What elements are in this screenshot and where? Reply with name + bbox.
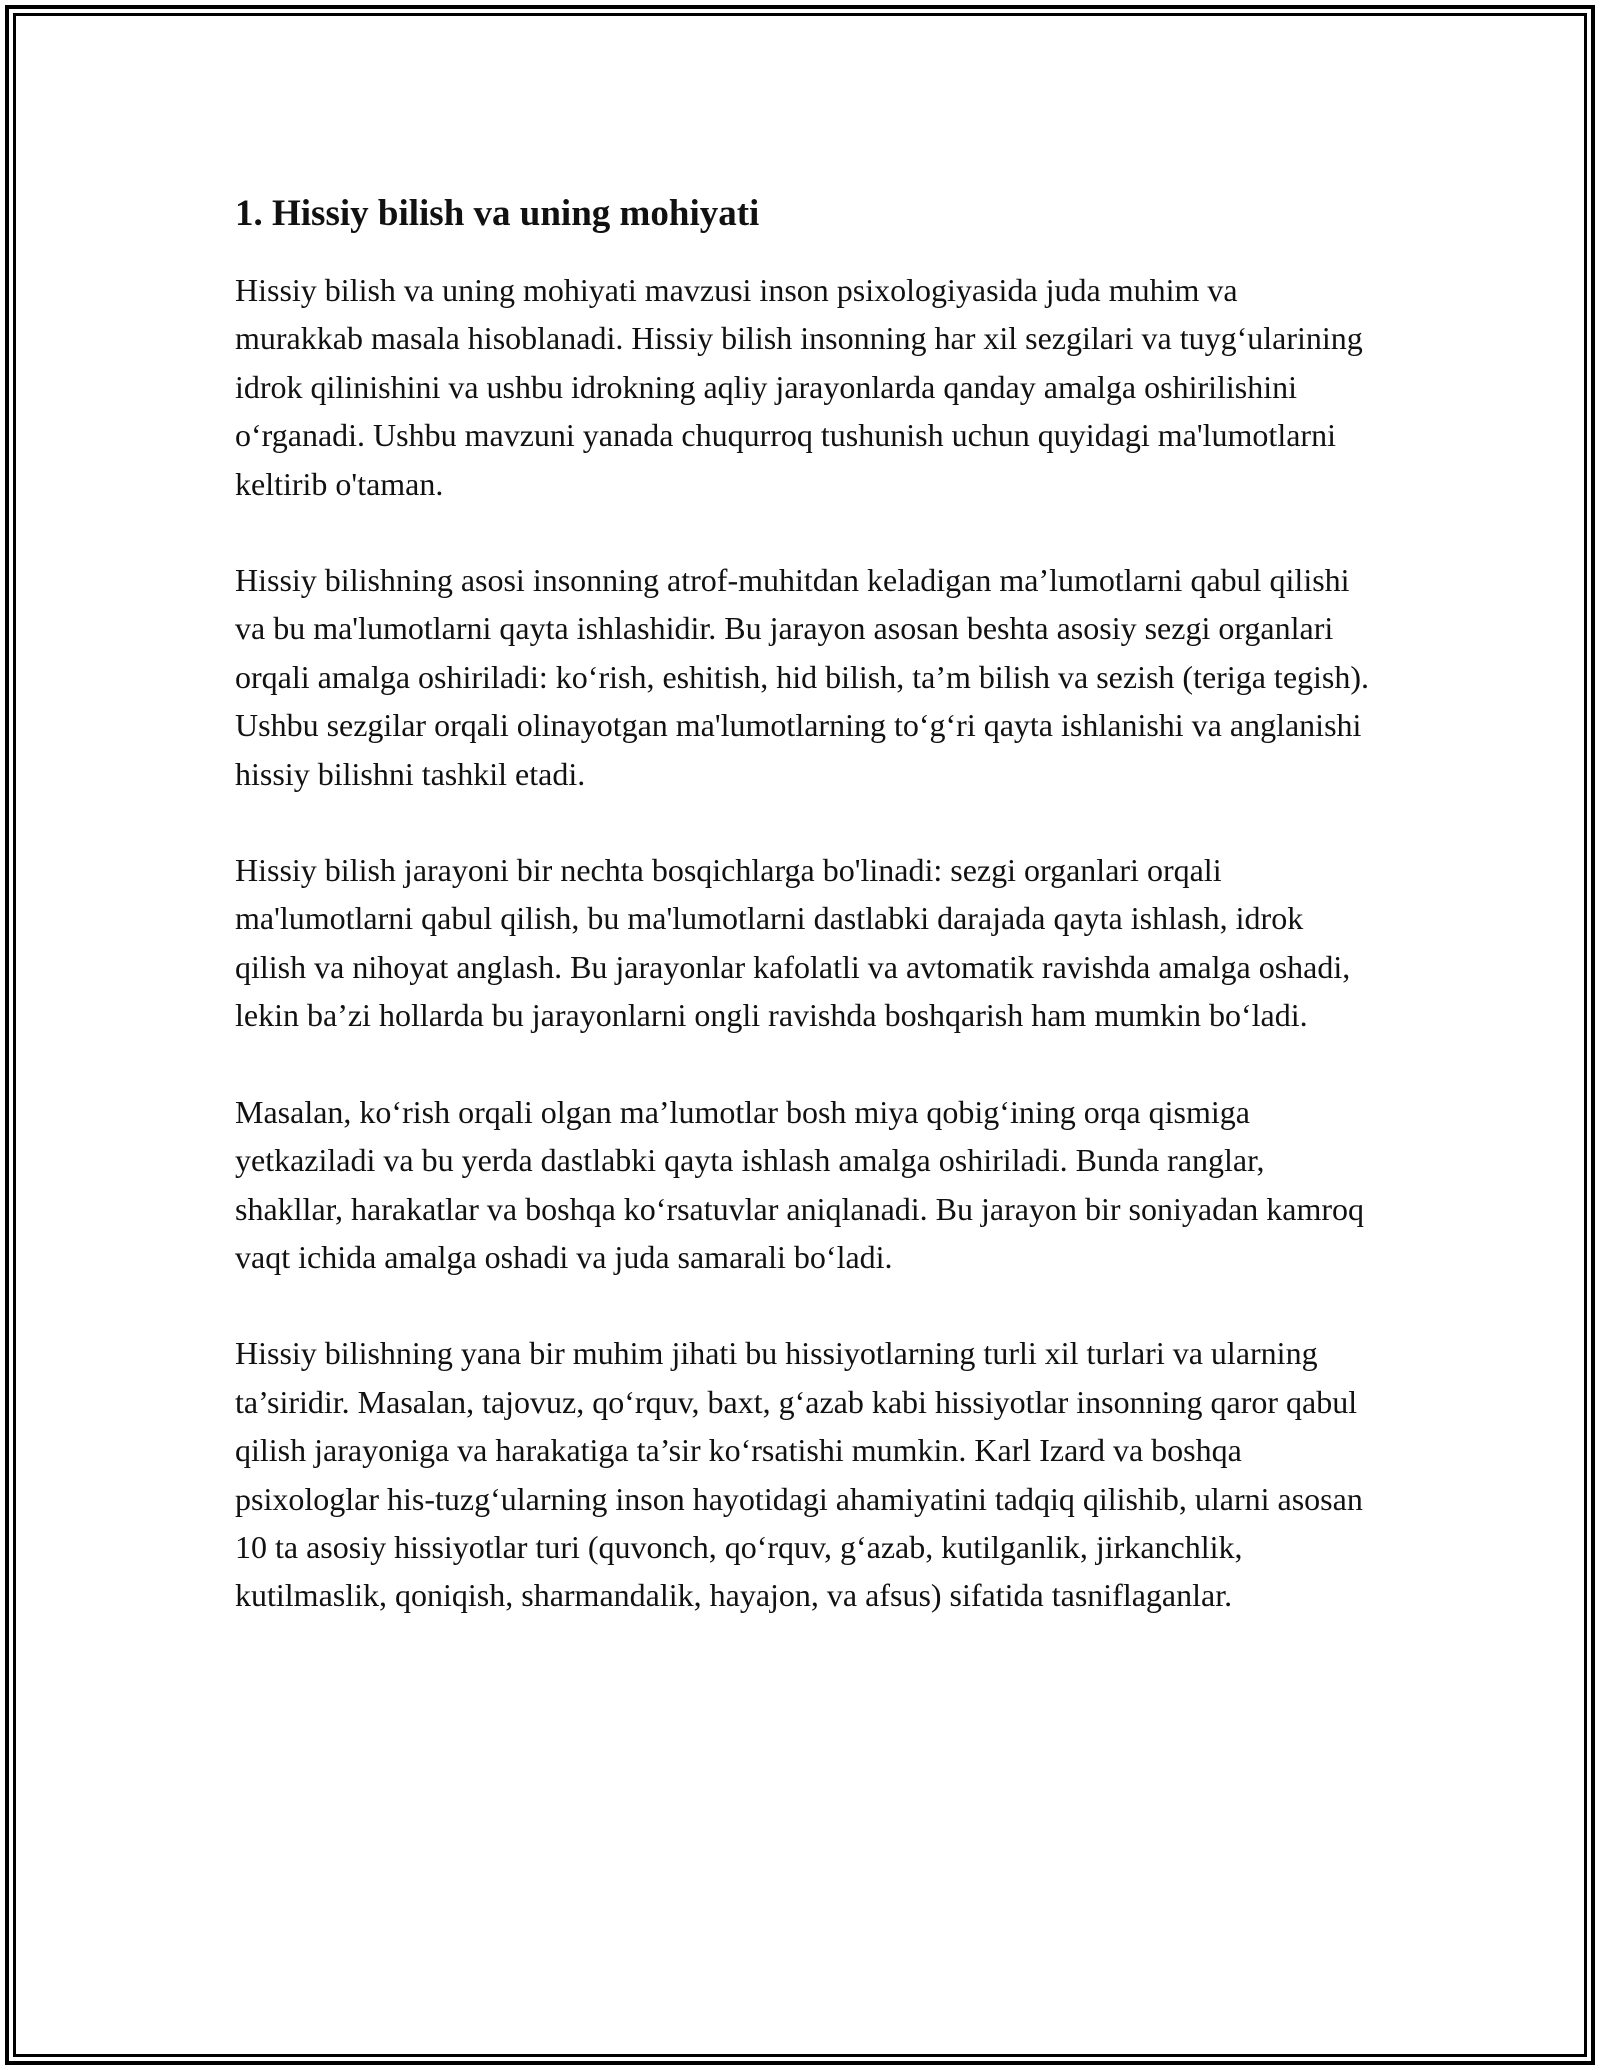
paragraph: Hissiy bilish jarayoni bir nechta bosqichlarga bo'linadi: sezgi organlari orqali ma'lumotlarni qabul qilish, bu ma'lumotlarni dastlabki darajada qayta ishlash, idrok qilish va nihoyat anglash. Bu jarayonlar kafolatli va avtomatik ravishda amalga oshadi, lekin ba’zi hollarda bu jarayonlarni ongli ravishda boshqarish ham mumkin bo‘ladi.	[235, 852, 1351, 1034]
document-title: 1. Hissiy bilish va uning mohiyati	[235, 193, 760, 234]
paragraph: Hissiy bilish va uning mohiyati mavzusi inson psixologiyasida juda muhim va murakkab masala hisoblanadi. Hissiy bilish insonning har xil sezgilari va tuyg‘ularining idrok qilinishini va ushbu idrokning aqliy jarayonlarda qanday amalga oshirilishini o‘rganadi. Ushbu mavzuni yanada chuqurroq tushunish uchun quyidagi ma'lumotlarni keltirib o'taman.	[235, 272, 1363, 502]
paragraph: Masalan, ko‘rish orqali olgan ma’lumotlar bosh miya qobig‘ining orqa qismiga yetkaziladi va bu yerda dastlabki qayta ishlash amalga oshiriladi. Bunda ranglar, shakllar, harakatlar va boshqa ko‘rsatuvlar aniqlanadi. Bu jarayon bir soniyadan kamroq vaqt ichida amalga oshadi va juda samarali bo‘ladi.	[235, 1093, 1365, 1275]
paragraph: Hissiy bilishning yana bir muhim jihati bu hissiyotlarning turli xil turlari va ularning ta’siridir. Masalan, tajovuz, qo‘rquv, baxt, g‘azab kabi hissiyotlar insonning qaror qabul qilish jarayoniga va harakatiga ta’sir ko‘rsatishi mumkin. Karl Izard va boshqa psixologlar his-tuzg‘ularning inson hayotidagi ahamiyatini tadqiq qilishib, ularni asosan 10 ta asosiy hissiyotlar turi (quvonch, qo‘rquv, g‘azab, kutilganlik, jirkanchlik, kutilmaslik, qoniqish, sharmandalik, hayajon, va afsus) sifatida tasniflaganlar.	[235, 1335, 1363, 1614]
document-body	[235, 188, 1370, 1668]
paragraph: Hissiy bilishning asosi insonning atrof-muhitdan keladigan ma’lumotlarni qabul qilishi va bu ma'lumotlarni qayta ishlashidir. Bu jarayon asosan beshta asosiy sezgi organlari orqali amalga oshiriladi: ko‘rish, eshitish, hid bilish, ta’m bilish va sezish (teriga tegish). Ushbu sezgilar orqali olinayotgan ma'lumotlarning to‘g‘ri qayta ishlanishi va anglanishi hissiy bilishni tashkil etadi.	[235, 562, 1370, 792]
